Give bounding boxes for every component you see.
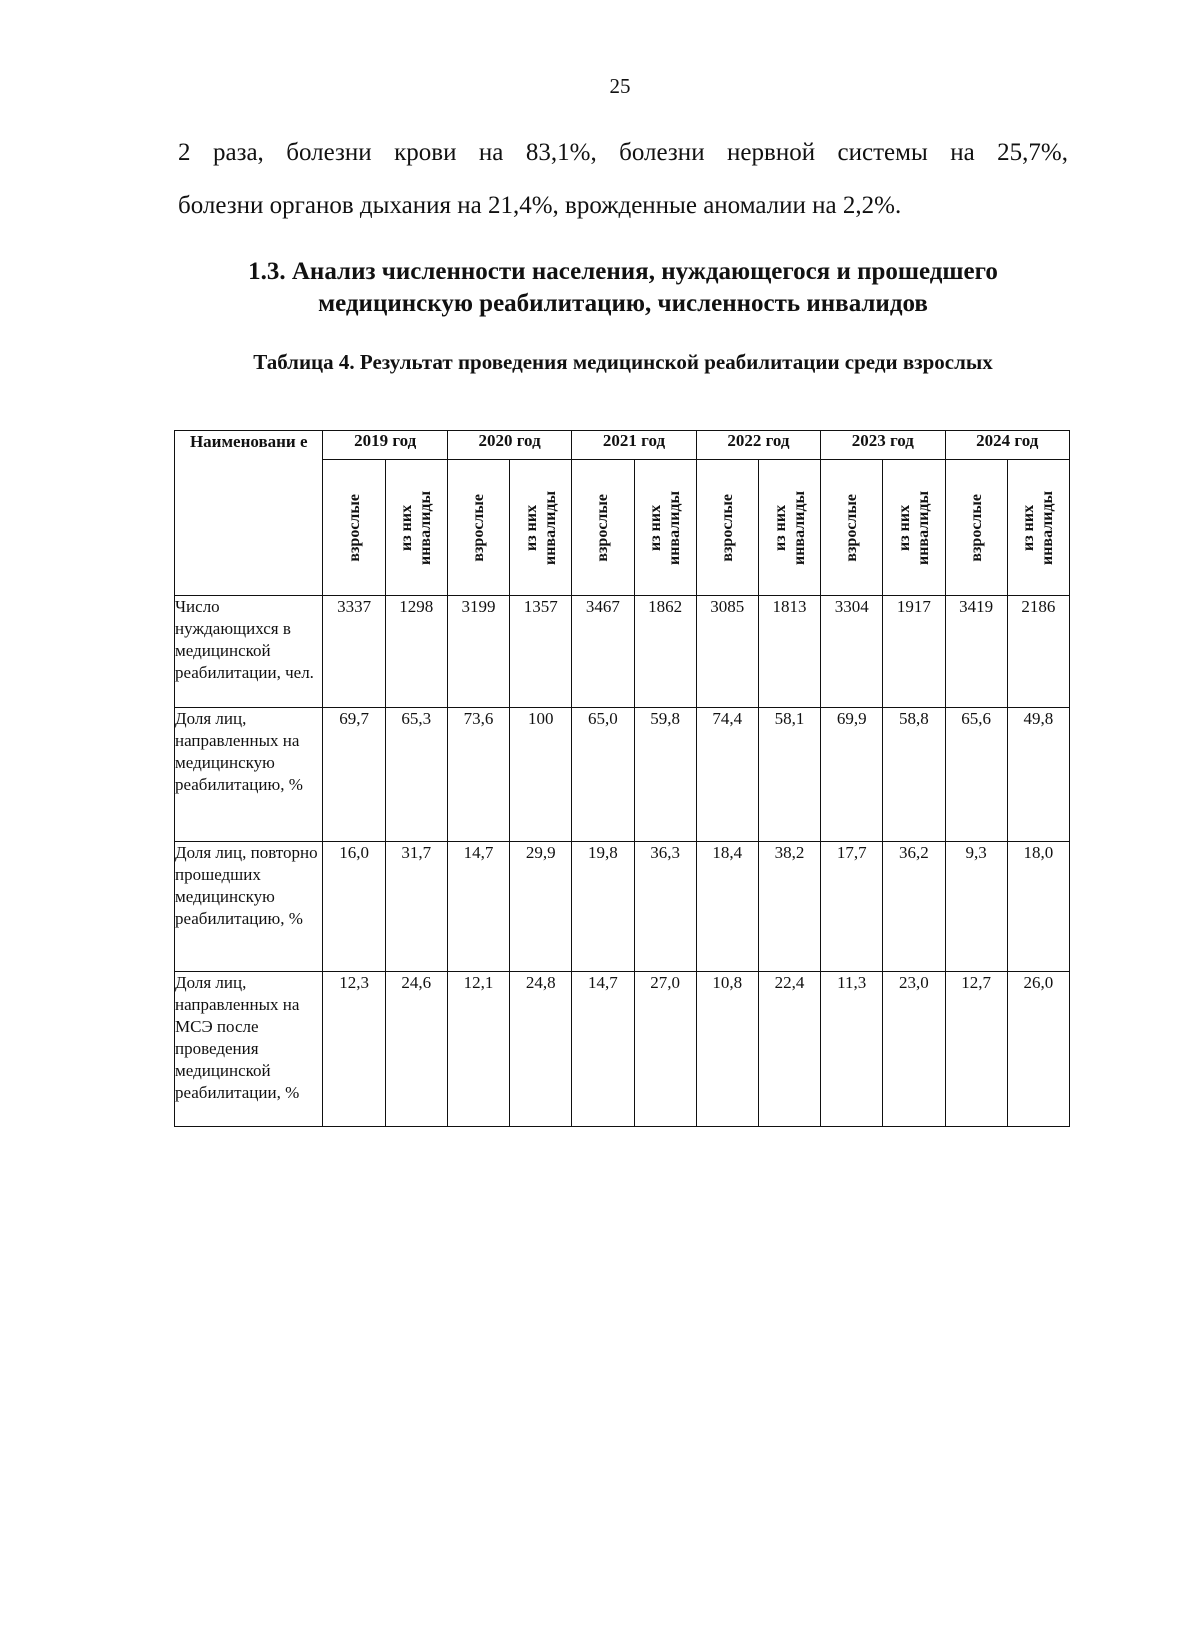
table-cell <box>945 596 1007 708</box>
cell-value: 1357 <box>523 597 558 616</box>
sub-header-wrap <box>821 460 882 595</box>
cell-value: 1862 <box>648 597 683 616</box>
sub-header-label: взрослые <box>345 493 363 562</box>
intro-line-1: 2 раза, болезни крови на 83,1%, болезни нервной системы на 25,7%, <box>178 139 1068 166</box>
sub-header-label: из них инвалиды <box>771 490 808 565</box>
sub-header-wrap <box>759 460 820 595</box>
cell-value: 100 <box>527 709 554 728</box>
sub-header-wrap <box>386 460 447 595</box>
table-cell <box>883 972 945 1127</box>
sub-header-wrap <box>510 460 571 595</box>
sub-header-wrap <box>1008 460 1069 595</box>
year-header: 2020 год <box>447 431 571 460</box>
sub-header-adults <box>945 460 1007 596</box>
table-cell <box>758 842 820 972</box>
cell-value: 19,8 <box>588 843 618 862</box>
cell-value: 2186 <box>1021 597 1056 616</box>
cell-value: 74,4 <box>712 709 743 728</box>
table-row <box>175 972 1070 1127</box>
cell-value: 12,1 <box>463 973 494 992</box>
table-cell <box>323 596 385 708</box>
table-cell <box>883 596 945 708</box>
cell-value: 58,8 <box>899 709 929 728</box>
table-cell <box>696 972 758 1127</box>
cell-value: 38,2 <box>774 843 805 862</box>
table-caption: Таблица 4. Результат проведения медицинской реабилитации среди взрослых <box>253 350 993 374</box>
table-cell <box>572 842 634 972</box>
cell-value: 26,0 <box>1023 973 1054 992</box>
intro-line-2: болезни органов дыхания на 21,4%, врожденные аномалии на 2,2%. <box>178 192 902 219</box>
sub-header-label: из них инвалиды <box>895 490 932 565</box>
table-cell <box>945 842 1007 972</box>
sub-header-adults <box>323 460 385 596</box>
table-cell <box>883 708 945 842</box>
cell-value: 1298 <box>399 597 434 616</box>
cell-value: 16,0 <box>339 843 369 862</box>
table-cell <box>821 842 883 972</box>
table-cell <box>572 972 634 1127</box>
cell-value: 65,0 <box>588 709 618 728</box>
cell-value: 18,0 <box>1023 843 1054 862</box>
table-cell <box>510 596 572 708</box>
row-name: Доля лиц, направленных на медицинскую реабилитацию, % <box>175 708 323 842</box>
rehabilitation-table <box>174 430 1070 1127</box>
row-name: Число нуждающихся в медицинской реабилитации, чел. <box>175 596 323 708</box>
table-cell <box>572 596 634 708</box>
section-heading-line-1: 1.3. Анализ численности населения, нуждающегося и прошедшего <box>248 258 998 285</box>
table-cell <box>385 596 447 708</box>
cell-value: 1813 <box>772 597 807 616</box>
table-cell <box>447 708 509 842</box>
table-cell <box>510 708 572 842</box>
cell-value: 9,3 <box>965 843 987 862</box>
cell-value: 11,3 <box>837 973 867 992</box>
table-cell <box>696 842 758 972</box>
sub-header-disabled <box>1007 460 1069 596</box>
sub-header-label: из них инвалиды <box>398 490 435 565</box>
sub-header-label: из них инвалиды <box>1020 490 1057 565</box>
sub-header-wrap <box>946 460 1007 595</box>
cell-value: 73,6 <box>463 709 494 728</box>
cell-value: 65,3 <box>401 709 432 728</box>
sub-header-disabled <box>634 460 696 596</box>
table-cell <box>945 972 1007 1127</box>
cell-value: 3085 <box>710 597 745 616</box>
cell-value: 17,7 <box>836 843 867 862</box>
cell-value: 3304 <box>834 597 869 616</box>
sub-header-label: взрослые <box>594 493 612 562</box>
table-cell <box>510 972 572 1127</box>
cell-value: 58,1 <box>774 709 805 728</box>
cell-value: 65,6 <box>961 709 991 728</box>
cell-value: 24,8 <box>525 973 556 992</box>
table-cell <box>323 972 385 1127</box>
table-cell <box>696 708 758 842</box>
table-cell <box>447 596 509 708</box>
sub-header-wrap <box>635 460 696 595</box>
year-header: 2024 год <box>945 431 1069 460</box>
sub-header-label: взрослые <box>967 493 985 562</box>
cell-value: 23,0 <box>899 973 929 992</box>
cell-value: 36,3 <box>650 843 680 862</box>
table-cell <box>1007 596 1069 708</box>
sub-header-wrap <box>883 460 944 595</box>
table-cell <box>945 708 1007 842</box>
sub-header-disabled <box>385 460 447 596</box>
sub-header-disabled <box>883 460 945 596</box>
cell-value: 3419 <box>959 597 994 616</box>
sub-header-adults <box>696 460 758 596</box>
sub-header-wrap <box>323 460 384 595</box>
table-cell <box>634 972 696 1127</box>
table-cell <box>821 596 883 708</box>
sub-header-disabled <box>758 460 820 596</box>
table-cell <box>758 708 820 842</box>
table-cell <box>821 972 883 1127</box>
cell-value: 36,2 <box>899 843 929 862</box>
table-cell <box>510 842 572 972</box>
table-cell <box>447 842 509 972</box>
sub-header-label: взрослые <box>718 493 736 562</box>
table-cell <box>1007 708 1069 842</box>
sub-header-label: взрослые <box>469 493 487 562</box>
cell-value: 69,9 <box>836 709 867 728</box>
table-cell <box>758 596 820 708</box>
cell-value: 3467 <box>585 597 620 616</box>
table-cell <box>572 708 634 842</box>
sub-header-wrap <box>572 460 633 595</box>
sub-header-label: из них инвалиды <box>647 490 684 565</box>
table-cell <box>323 842 385 972</box>
table-cell <box>1007 972 1069 1127</box>
cell-value: 3337 <box>337 597 372 616</box>
table-row <box>175 708 1070 842</box>
table-row <box>175 596 1070 708</box>
table-cell <box>385 708 447 842</box>
cell-value: 10,8 <box>712 973 743 992</box>
cell-value: 12,7 <box>961 973 991 992</box>
table-cell <box>323 708 385 842</box>
cell-value: 59,8 <box>650 709 680 728</box>
year-header: 2019 год <box>323 431 447 460</box>
table-cell <box>821 708 883 842</box>
intro-paragraph <box>178 126 1068 232</box>
cell-value: 29,9 <box>525 843 556 862</box>
cell-value: 49,8 <box>1023 709 1054 728</box>
table-cell <box>1007 842 1069 972</box>
sub-header-adults <box>821 460 883 596</box>
cell-value: 69,7 <box>339 709 369 728</box>
sub-header-adults <box>572 460 634 596</box>
table-cell <box>634 596 696 708</box>
cell-value: 27,0 <box>650 973 680 992</box>
table-cell <box>447 972 509 1127</box>
year-header: 2023 год <box>821 431 945 460</box>
row-name: Доля лиц, повторно прошедших медицинскую реабилитацию, % <box>175 842 323 972</box>
table-cell <box>634 708 696 842</box>
cell-value: 3199 <box>461 597 496 616</box>
cell-value: 1917 <box>896 597 931 616</box>
sub-header-wrap <box>697 460 758 595</box>
year-header: 2022 год <box>696 431 820 460</box>
table-cell <box>758 972 820 1127</box>
table-body <box>175 596 1070 1127</box>
table-row <box>175 842 1070 972</box>
table-cell <box>634 842 696 972</box>
year-header-row <box>175 431 1070 460</box>
sub-header-adults <box>447 460 509 596</box>
year-header: 2021 год <box>572 431 696 460</box>
sub-header-label: взрослые <box>843 493 861 562</box>
sub-header-disabled <box>510 460 572 596</box>
cell-value: 31,7 <box>401 843 432 862</box>
name-column-header: Наименовани е <box>175 431 323 596</box>
table-cell <box>883 842 945 972</box>
cell-value: 22,4 <box>774 973 805 992</box>
table-cell <box>696 596 758 708</box>
cell-value: 18,4 <box>712 843 743 862</box>
cell-value: 24,6 <box>401 973 432 992</box>
sub-header-label: из них инвалиды <box>522 490 559 565</box>
table-cell <box>385 972 447 1127</box>
cell-value: 14,7 <box>588 973 618 992</box>
cell-value: 14,7 <box>463 843 494 862</box>
section-heading <box>178 256 1068 320</box>
section-heading-line-2: медицинскую реабилитацию, численность инвалидов <box>318 290 928 317</box>
row-name: Доля лиц, направленных на МСЭ после проведения медицинской реабилитации, % <box>175 972 323 1127</box>
cell-value: 12,3 <box>339 973 369 992</box>
table-cell <box>385 842 447 972</box>
page-number: 25 <box>609 74 631 98</box>
sub-header-wrap <box>448 460 509 595</box>
